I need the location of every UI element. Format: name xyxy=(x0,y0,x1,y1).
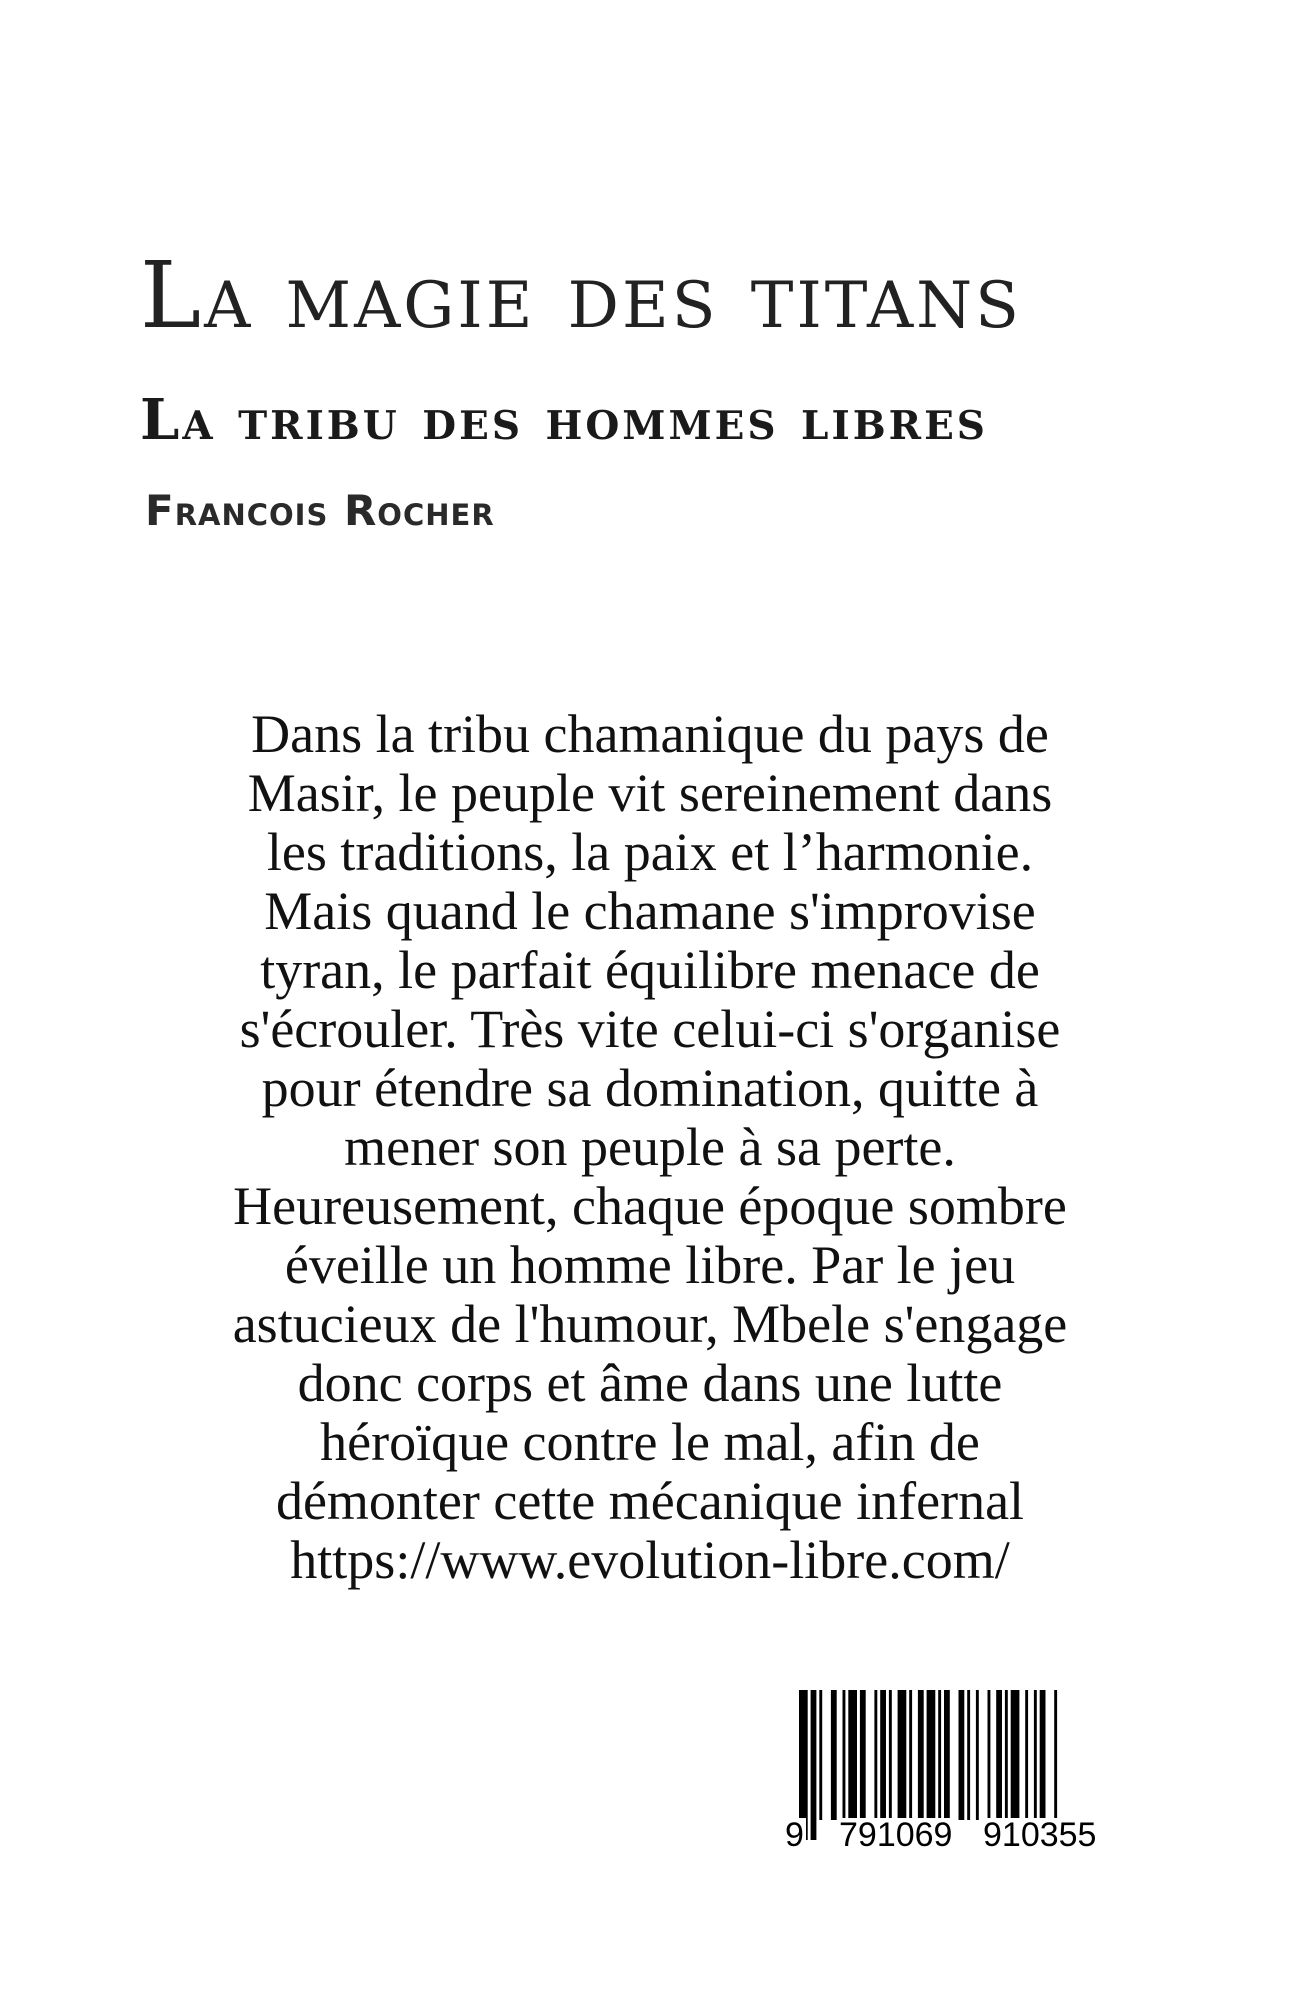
barcode-bar xyxy=(909,1690,912,1820)
blurb-line: éveille un homme libre. Par le jeu xyxy=(284,1235,1016,1295)
isbn-left-group: 791069 xyxy=(839,1816,953,1854)
barcode-bar xyxy=(831,1690,837,1820)
blurb-line: Dans la tribu chamanique du pays de xyxy=(251,704,1049,764)
barcode-bar xyxy=(918,1690,924,1820)
barcode-bar xyxy=(967,1690,970,1820)
barcode-bar xyxy=(944,1690,950,1820)
barcode-bar xyxy=(889,1690,892,1820)
barcode-bar xyxy=(848,1690,857,1820)
barcode-bar xyxy=(811,1690,817,1840)
barcode-bar xyxy=(959,1690,965,1820)
barcode-bar xyxy=(1040,1690,1046,1820)
blurb-url[interactable]: https://www.evolution-libre.com/ xyxy=(290,1530,1010,1590)
book-title: La magie des titans xyxy=(140,242,1023,349)
blurb-line: démonter cette mécanique infernal xyxy=(275,1471,1025,1531)
barcode-bar xyxy=(874,1690,877,1820)
isbn-right-group: 910355 xyxy=(983,1816,1097,1854)
blurb-line: Heureusement, chaque époque sombre xyxy=(233,1176,1067,1236)
blurb-line: Masir, le peuple vit sereinement dans xyxy=(247,763,1053,823)
blurb-line: héroïque contre le mal, afin de xyxy=(320,1412,980,1472)
blurb-line: astucieux de l'humour, Mbele s'engage xyxy=(232,1294,1068,1354)
barcode-bar xyxy=(996,1690,1002,1820)
book-author: Francois Rocher xyxy=(145,486,495,535)
isbn-barcode xyxy=(775,1690,1135,1855)
blurb-line: les traditions, la paix et l’harmonie. xyxy=(266,822,1034,882)
blurb-line: donc corps et âme dans une lutte xyxy=(297,1353,1003,1413)
blurb-line: mener son peuple à sa perte. xyxy=(344,1117,956,1177)
barcode-bar xyxy=(843,1690,846,1820)
barcode-bar xyxy=(880,1690,886,1820)
blurb-line: pour étendre sa domination, quitte à xyxy=(261,1058,1039,1118)
isbn-lead-digit: 9 xyxy=(785,1816,804,1854)
barcode-bar xyxy=(1005,1690,1008,1820)
barcode-bar xyxy=(988,1690,991,1820)
barcode-bar xyxy=(1034,1690,1037,1820)
barcode-bar xyxy=(819,1690,822,1820)
blurb-line: s'écrouler. Très vite celui-ci s'organise xyxy=(239,999,1061,1059)
barcode-bar xyxy=(976,1690,979,1820)
book-subtitle: La tribu des hommes libres xyxy=(140,387,988,453)
barcode-bar xyxy=(1011,1690,1020,1820)
barcode-bar xyxy=(1025,1690,1028,1820)
blurb-line: tyran, le parfait équilibre menace de xyxy=(260,940,1040,1000)
back-cover-blurb xyxy=(120,705,1180,1590)
barcode-bar xyxy=(860,1690,866,1820)
barcode-bar xyxy=(898,1690,907,1820)
blurb-line: Mais quand le chamane s'improvise xyxy=(264,881,1036,941)
